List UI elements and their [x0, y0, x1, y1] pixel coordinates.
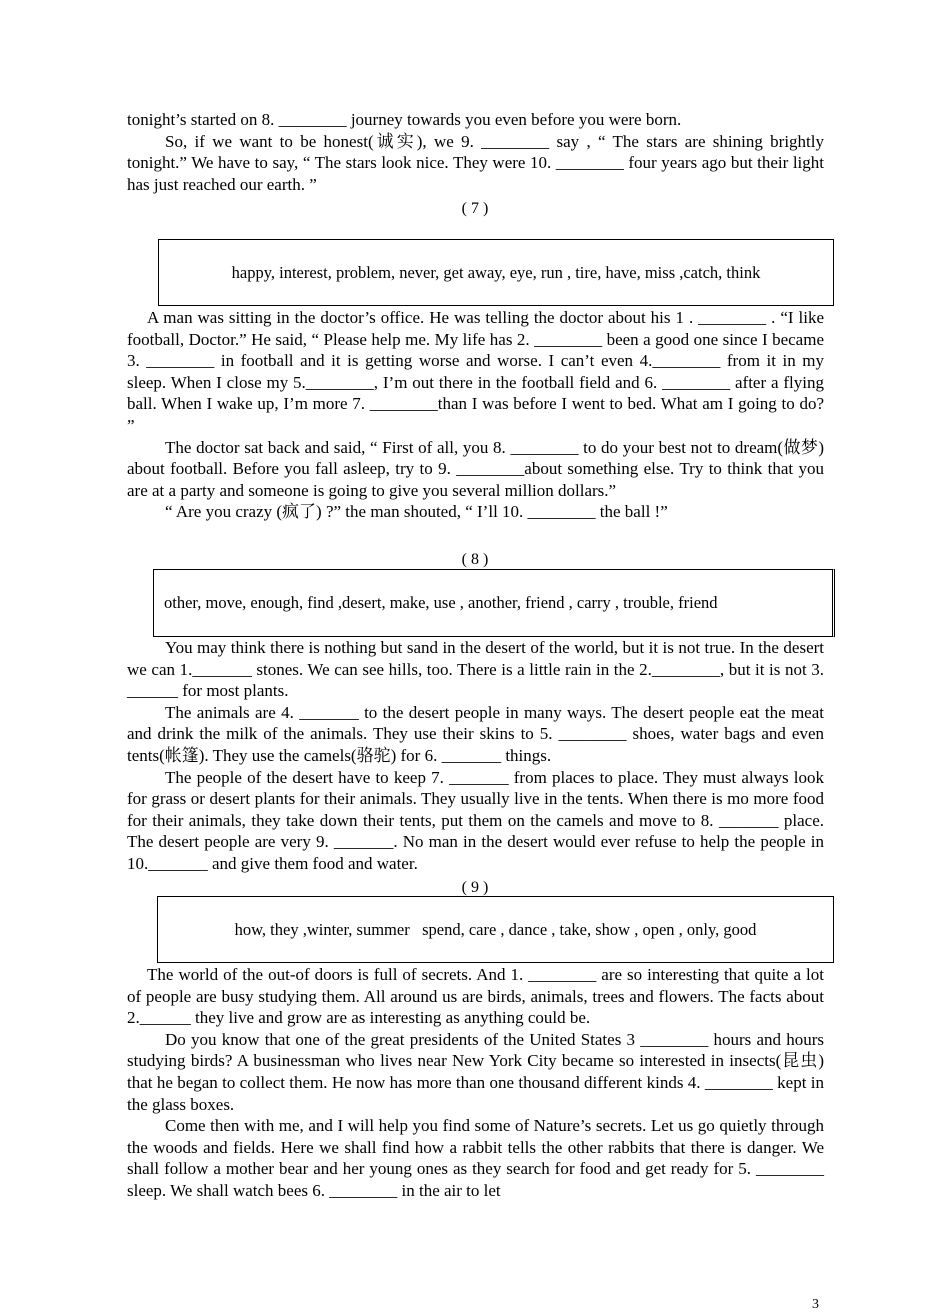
section7-word-list: happy, interest, problem, never, get away, eye, run , tire, have, miss ,catch, think — [231, 262, 761, 282]
s9-paragraph-3: Come then with me, and I will help you find some of Nature’s secrets. Let us go quietly through the woods and fields. Here we shall find how a rabbit tells the other rabbits that there is danger. We shall follow a mother bear and her young ones as they search for food and get ready for 5. ________ sleep. We shall watch bees 6. ________ in the air to let — [127, 1116, 824, 1200]
s8-paragraph-2: The animals are 4. _______ to the desert people in many ways. The desert people eat the meat and drink the milk of the animals. They use their skins to 5. ________ shoes, water bags and even tents(帐篷). They use the camels(骆驼) for 6. _______ things. — [127, 702, 824, 765]
s6-paragraph-2: So, if we want to be honest(诚实), we 9. ________ say , “ The stars are shining brightly tonight.” We have to say, “ The stars look nice. They were 10. ________ four years ago but their light has just reached our earth. ” — [127, 131, 824, 194]
section9-heading: ( 9 ) — [461, 879, 489, 896]
section6-tail — [127, 109, 824, 195]
section8-word-box — [153, 569, 835, 637]
section8-word-list: other, move, enough, find ,desert, make, use , another, friend , carry , trouble, friend — [164, 593, 718, 612]
section8-text — [127, 637, 824, 875]
s7-paragraph-3: “ Are you crazy (疯了) ?” the man shouted, “ I’ll 10. ________ the ball !” — [165, 502, 668, 522]
s9-paragraph-2: Do you know that one of the great presidents of the United States 3 ________ hours and hours studying birds? A businessman who lives near New York City became so interested in insects(昆虫) that he began to collect them. He now has more than one thousand different kinds 4. ________ kept in the glass boxes. — [127, 1029, 824, 1114]
s6-paragraph-1: tonight’s started on 8. ________ journey towards you even before you were born. — [127, 110, 682, 129]
section7-text — [127, 307, 824, 523]
section9-text — [127, 964, 824, 1202]
s7-paragraph-1: A man was sitting in the doctor’s office. He was telling the doctor about his 1 . ________ . “I like football, Doctor.” He said, “ Please help me. My life has 2. ________ been a good one since I became 3. ________ in football and it is getting worse and worse. I can’t even 4.________ from it in my sleep. When I close my 5.________, I’m out there in the football field and 6. ________ after a flying ball. When I wake up, I’m more 7. ________than I was before I went to bed. What am I going to do? ” — [127, 308, 824, 435]
s9-paragraph-1: The world of the out-of doors is full of secrets. And 1. ________ are so interesting that quite a lot of people are busy studying them. All around us are birds, animals, trees and flowers. The facts about 2.______ they live and grow are as interesting as anything could be. — [127, 965, 824, 1028]
s7-paragraph-2: The doctor sat back and said, “ First of all, you 8. ________ to do your best not to dream(做梦) about football. Before you fall asleep, try to 9. ________about something else. Try to think that you are at a party and someone is going to give you several million dollars.” — [127, 437, 824, 500]
section8-heading: ( 8 ) — [461, 551, 489, 568]
section9-word-list: how, they ,winter, summer spend, care , dance , take, show , open , only, good — [234, 919, 757, 939]
section9-word-box — [157, 896, 834, 963]
s8-paragraph-1: You may think there is nothing but sand in the desert of the world, but it is not true. In the desert we can 1._______ stones. We can see hills, too. There is a little rain in the 2.________, but it is not 3. ______ for most plants. — [127, 638, 824, 701]
page-number: 3 — [812, 1297, 819, 1312]
section7-word-box — [158, 239, 834, 306]
s8-paragraph-3: The people of the desert have to keep 7. _______ from places to place. They must always look for grass or desert plants for their animals. They usually live in the tents. When there is mo more food for their animals, they take down their tents, put them on the camels and move to 8. _______ place. The desert people are very 9. _______. No man in the desert would ever refuse to help the people in 10._______ and give them food and water. — [127, 767, 824, 873]
section7-heading: ( 7 ) — [461, 200, 489, 217]
